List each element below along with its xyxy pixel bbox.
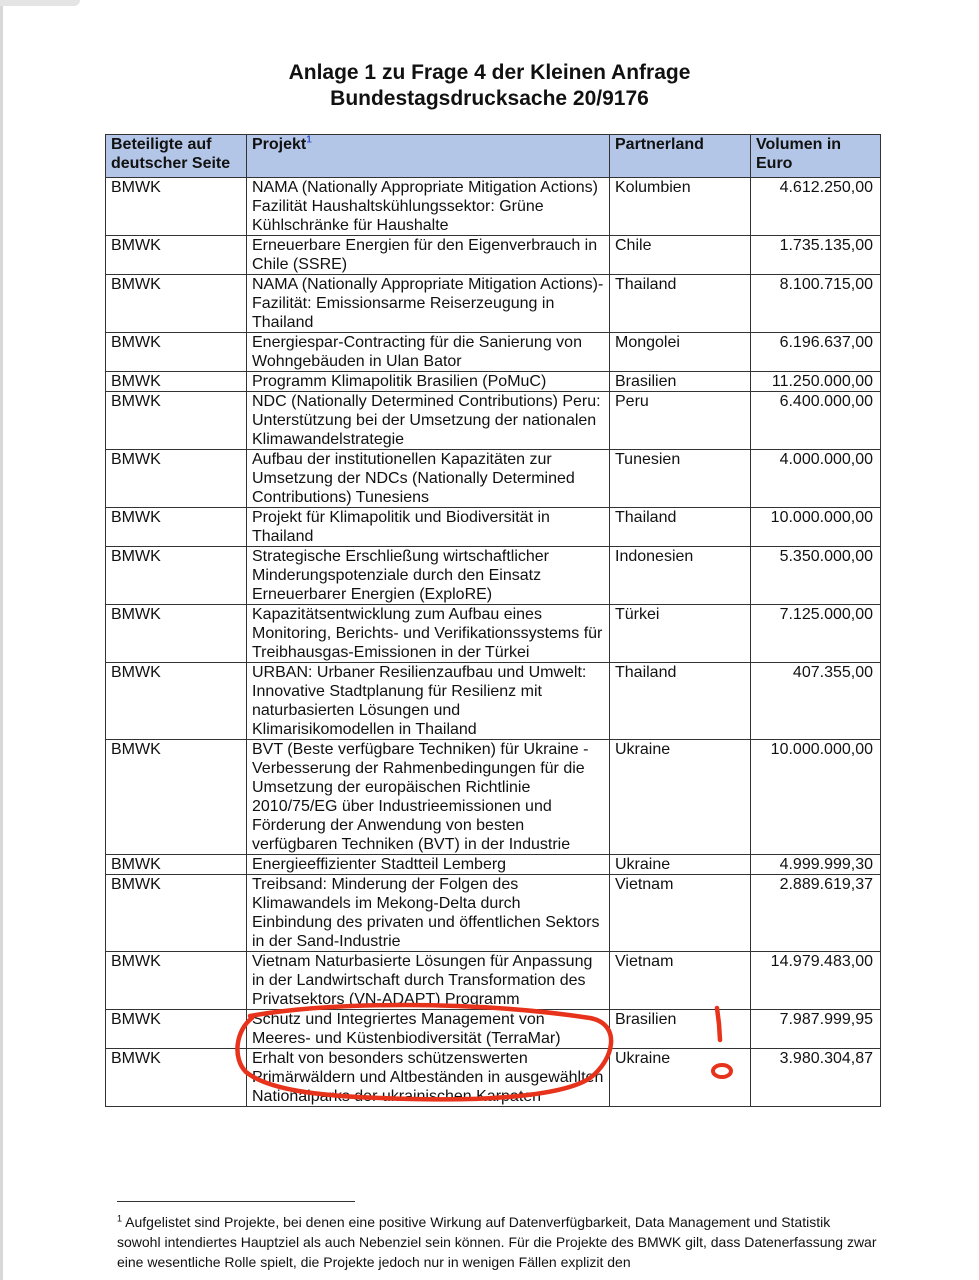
cell-beteiligte: BMWK <box>106 372 247 392</box>
cell-partnerland: Brasilien <box>610 372 751 392</box>
cell-volumen: 4.612.250,00 <box>751 178 881 236</box>
table-body <box>106 178 881 1107</box>
cell-beteiligte: BMWK <box>106 952 247 1010</box>
cell-partnerland: Thailand <box>610 275 751 333</box>
table-row <box>106 663 881 740</box>
cell-volumen: 4.000.000,00 <box>751 450 881 508</box>
header-beteiligte: Beteiligte auf deutscher Seite <box>106 135 247 178</box>
table-row <box>106 508 881 547</box>
cell-volumen: 1.735.135,00 <box>751 236 881 275</box>
cell-projekt: Vietnam Naturbasierte Lösungen für Anpassung in der Landwirtschaft durch Transformation des Privatsektors (VN-ADAPT) Programm <box>247 952 610 1010</box>
cell-volumen: 2.889.619,37 <box>751 875 881 952</box>
footnote-text: Aufgelistet sind Projekte, bei denen eine positive Wirkung auf Datenverfügbarkeit, Data Management und Statistik sowohl intendiertes Hauptziel als auch Nebenziel sein können. Für die Projekte des BMWK gilt, dass Datenerfassung zwar eine wesentliche Rolle spielt, die Projekte jedoch nur in wenigen Fällen explizit den <box>117 1214 877 1270</box>
cell-volumen: 10.000.000,00 <box>751 740 881 855</box>
cell-volumen: 5.350.000,00 <box>751 547 881 605</box>
cell-partnerland: Thailand <box>610 663 751 740</box>
cell-projekt: Erneuerbare Energien für den Eigenverbrauch in Chile (SSRE) <box>247 236 610 275</box>
cell-beteiligte: BMWK <box>106 333 247 372</box>
photo-corner <box>0 0 80 6</box>
cell-partnerland: Ukraine <box>610 740 751 855</box>
cell-beteiligte: BMWK <box>106 663 247 740</box>
table-row <box>106 1010 881 1049</box>
cell-beteiligte: BMWK <box>106 875 247 952</box>
cell-projekt: Schutz und Integriertes Management von Meeres- und Küstenbiodiversität (TerraMar) <box>247 1010 610 1049</box>
cell-volumen: 3.980.304,87 <box>751 1049 881 1107</box>
cell-partnerland: Kolumbien <box>610 178 751 236</box>
cell-volumen: 8.100.715,00 <box>751 275 881 333</box>
cell-partnerland: Indonesien <box>610 547 751 605</box>
cell-partnerland: Peru <box>610 392 751 450</box>
cell-beteiligte: BMWK <box>106 547 247 605</box>
cell-projekt: BVT (Beste verfügbare Techniken) für Ukraine - Verbesserung der Rahmenbedingungen für die Umsetzung der europäischen Richtlinie 2010/75/EG über Industrieemissionen und Förderung der Anwendung von besten verfügbaren Techniken (BVT) in der Industrie <box>247 740 610 855</box>
cell-volumen: 10.000.000,00 <box>751 508 881 547</box>
table-row <box>106 875 881 952</box>
footnote-marker: 1 <box>117 1213 123 1224</box>
cell-partnerland: Vietnam <box>610 875 751 952</box>
cell-partnerland: Chile <box>610 236 751 275</box>
table-row <box>106 547 881 605</box>
cell-volumen: 6.400.000,00 <box>751 392 881 450</box>
cell-volumen: 6.196.637,00 <box>751 333 881 372</box>
photo-edge <box>0 0 3 1280</box>
cell-beteiligte: BMWK <box>106 392 247 450</box>
cell-projekt: URBAN: Urbaner Resilienzaufbau und Umwelt: Innovative Stadtplanung für Resilienz mit naturbasierten Lösungen und Klimarisikomodellen in Thailand <box>247 663 610 740</box>
table-row <box>106 740 881 855</box>
cell-volumen: 7.987.999,95 <box>751 1010 881 1049</box>
cell-beteiligte: BMWK <box>106 450 247 508</box>
cell-partnerland: Tunesien <box>610 450 751 508</box>
cell-beteiligte: BMWK <box>106 236 247 275</box>
cell-beteiligte: BMWK <box>106 508 247 547</box>
table-row <box>106 178 881 236</box>
table-row <box>106 236 881 275</box>
cell-projekt: NAMA (Nationally Appropriate Mitigation Actions) Fazilität Haushaltskühlungssektor: Grüne Kühlschränke für Haushalte <box>247 178 610 236</box>
table-row <box>106 372 881 392</box>
cell-beteiligte: BMWK <box>106 605 247 663</box>
cell-projekt: Erhalt von besonders schützenswerten Primärwäldern und Altbeständen in ausgewählten Nationalparks der ukrainischen Karpaten <box>247 1049 610 1107</box>
cell-partnerland: Mongolei <box>610 333 751 372</box>
table-row <box>106 275 881 333</box>
cell-projekt: NDC (Nationally Determined Contributions) Peru: Unterstützung bei der Umsetzung der nationalen Klimawandelstrategie <box>247 392 610 450</box>
document-title <box>0 60 979 112</box>
table-row <box>106 952 881 1010</box>
table-row <box>106 605 881 663</box>
cell-projekt: Aufbau der institutionellen Kapazitäten zur Umsetzung der NDCs (Nationally Determined Contributions) Tunesiens <box>247 450 610 508</box>
cell-projekt: Programm Klimapolitik Brasilien (PoMuC) <box>247 372 610 392</box>
footnote-link[interactable]: 1 <box>306 134 312 146</box>
table-row <box>106 450 881 508</box>
cell-volumen: 7.125.000,00 <box>751 605 881 663</box>
cell-projekt: Treibsand: Minderung der Folgen des Klimawandels im Mekong-Delta durch Einbindung des privaten und öffentlichen Sektors in der Sand-Industrie <box>247 875 610 952</box>
header-projekt <box>247 135 610 178</box>
footnote-divider <box>117 1201 355 1202</box>
title-line-2: Bundestagsdrucksache 20/9176 <box>330 87 649 110</box>
cell-beteiligte: BMWK <box>106 740 247 855</box>
cell-projekt: Energiespar-Contracting für die Sanierung von Wohngebäuden in Ulan Bator <box>247 333 610 372</box>
cell-beteiligte: BMWK <box>106 178 247 236</box>
cell-volumen: 407.355,00 <box>751 663 881 740</box>
cell-partnerland: Ukraine <box>610 855 751 875</box>
cell-beteiligte: BMWK <box>106 1049 247 1107</box>
cell-beteiligte: BMWK <box>106 275 247 333</box>
cell-partnerland: Vietnam <box>610 952 751 1010</box>
table-row <box>106 333 881 372</box>
table-row <box>106 855 881 875</box>
cell-projekt: Energieeffizienter Stadtteil Lemberg <box>247 855 610 875</box>
header-projekt-label: Projekt <box>252 136 307 153</box>
table-row <box>106 1049 881 1107</box>
title-line-1: Anlage 1 zu Frage 4 der Kleinen Anfrage <box>288 61 691 84</box>
cell-partnerland: Thailand <box>610 508 751 547</box>
cell-volumen: 11.250.000,00 <box>751 372 881 392</box>
cell-projekt: Projekt für Klimapolitik und Biodiversität in Thailand <box>247 508 610 547</box>
cell-beteiligte: BMWK <box>106 1010 247 1049</box>
cell-partnerland: Türkei <box>610 605 751 663</box>
header-volumen: Volumen in Euro <box>751 135 881 178</box>
cell-partnerland: Ukraine <box>610 1049 751 1107</box>
cell-volumen: 4.999.999,30 <box>751 855 881 875</box>
header-partnerland: Partnerland <box>610 135 751 178</box>
footnote <box>117 1212 877 1272</box>
cell-beteiligte: BMWK <box>106 855 247 875</box>
table-row <box>106 392 881 450</box>
cell-projekt: Strategische Erschließung wirtschaftlicher Minderungspotenziale durch den Einsatz Erneuerbarer Energien (ExploRE) <box>247 547 610 605</box>
cell-partnerland: Brasilien <box>610 1010 751 1049</box>
projects-table <box>105 134 881 1107</box>
cell-projekt: Kapazitätsentwicklung zum Aufbau eines Monitoring, Berichts- und Verifikationssystems für Treibhausgas-Emissionen in der Türkei <box>247 605 610 663</box>
cell-volumen: 14.979.483,00 <box>751 952 881 1010</box>
table-header-row <box>106 135 881 178</box>
cell-projekt: NAMA (Nationally Appropriate Mitigation Actions)-Fazilität: Emissionsarme Reiserzeugung in Thailand <box>247 275 610 333</box>
